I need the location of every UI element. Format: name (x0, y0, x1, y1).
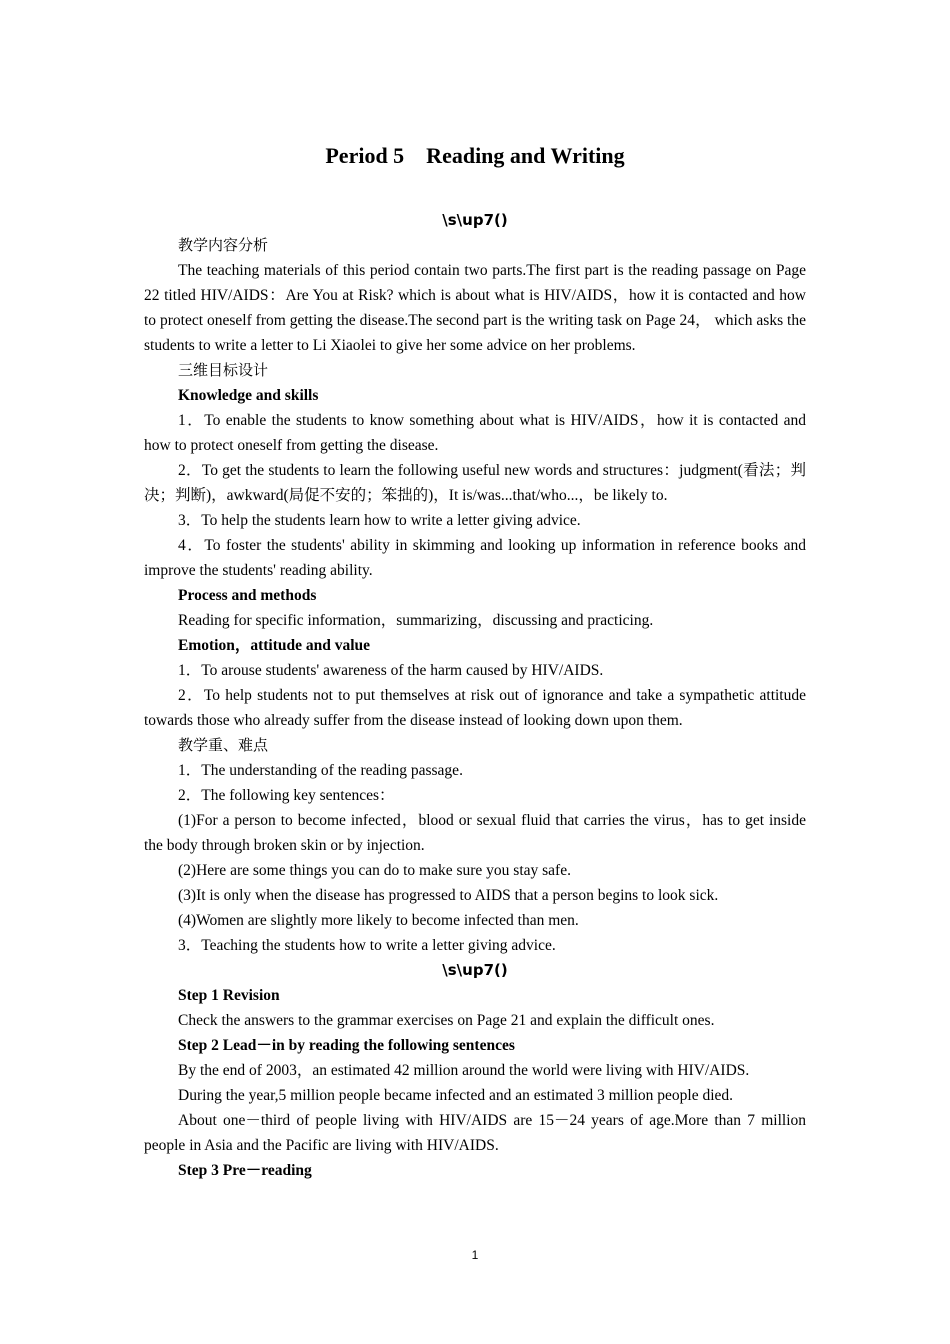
paragraph: Reading for specific information，summarizing，discussing and practicing. (178, 612, 654, 629)
paragraph: Step 3 Pre－reading (178, 1162, 312, 1179)
paragraph: 1．To enable the students to know something about what is HIV/AIDS，how it is contacted and how to protect oneself from getting the disease. (144, 412, 806, 454)
paragraph: About one－third of people living with HIV/AIDS are 15－24 years of age.More than 7 million people in Asia and the Pacific are living with HIV/AIDS. (144, 1112, 806, 1154)
document-body (144, 208, 806, 1183)
paragraph: 2．The following key sentences： (178, 787, 395, 804)
paragraph: 2．To help students not to put themselves at risk out of ignorance and take a sympathetic attitude towards those who already suffer from the disease instead of looking down upon them. (144, 687, 806, 729)
paragraph: Process and methods (178, 587, 317, 604)
paragraph: (2)Here are some things you can do to make sure you stay safe. (178, 862, 571, 879)
paragraph: Knowledge and skills (178, 387, 319, 404)
paragraph: 2．To get the students to learn the following useful new words and structures：judgment(看法；判决；判断)，awkward(局促不安的；笨拙的)，It is/was...that/who...，be likely to. (144, 462, 806, 504)
paragraph: Emotion，attitude and value (178, 637, 371, 654)
paragraph: 三维目标设计 (178, 361, 269, 379)
paragraph: \s\up7() (442, 961, 508, 979)
paragraph: The teaching materials of this period contain two parts.The first part is the reading passage on Page 22 titled HIV/AIDS：Are You at Risk? which is about what is HIV/AIDS，how it is contacted and how to protect oneself from getting the disease.The second part is the writing task on Page 24， which asks the students to write a letter to Li Xiaolei to give her some advice on her problems. (144, 262, 806, 354)
page-number: 1 (471, 1248, 479, 1262)
paragraph: (4)Women are slightly more likely to become infected than men. (178, 912, 579, 929)
paragraph: By the end of 2003，an estimated 42 million around the world were living with HIV/AIDS. (178, 1062, 750, 1079)
paragraph: 3．Teaching the students how to write a letter giving advice. (178, 937, 556, 954)
paragraph: 1．The understanding of the reading passage. (178, 762, 463, 779)
paragraph: 4．To foster the students' ability in skimming and looking up information in reference books and improve the students' reading ability. (144, 537, 806, 579)
paragraph: Step 1 Revision (178, 987, 280, 1004)
paragraph: During the year,5 million people became infected and an estimated 3 million people died. (178, 1087, 734, 1104)
paragraph: 教学内容分析 (178, 236, 269, 254)
paragraph: \s\up7() (442, 211, 508, 229)
paragraph: 教学重、难点 (178, 736, 269, 754)
paragraph: (1)For a person to become infected，blood or sexual fluid that carries the virus，has to get inside the body through broken skin or by injection. (144, 812, 806, 854)
paragraph: 3．To help the students learn how to write a letter giving advice. (178, 512, 581, 529)
paragraph: (3)It is only when the disease has progressed to AIDS that a person begins to look sick. (178, 887, 719, 904)
paragraph: Step 2 Lead－in by reading the following sentences (178, 1037, 515, 1054)
paragraph: 1．To arouse students' awareness of the harm caused by HIV/AIDS. (178, 662, 604, 679)
page-title: Period 5 Reading and Writing (325, 143, 625, 168)
paragraph: Check the answers to the grammar exercises on Page 21 and explain the difficult ones. (178, 1012, 715, 1029)
